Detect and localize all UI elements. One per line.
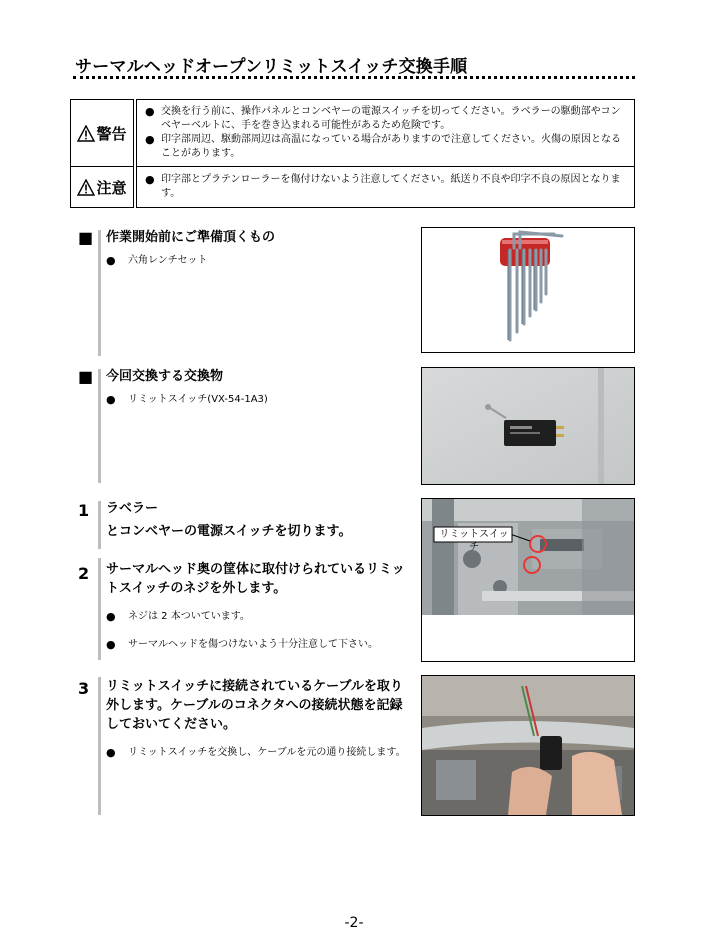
step-number: 1 bbox=[78, 501, 90, 520]
section-heading: 作業開始前にご準備頂くもの bbox=[106, 230, 276, 245]
bullet-dot: ● bbox=[145, 133, 155, 146]
section-item-text: リミットスイッチ(VX-54-1A3) bbox=[128, 394, 268, 405]
section-bar bbox=[98, 369, 101, 483]
page-number: -2- bbox=[344, 915, 364, 931]
step-1 bbox=[78, 499, 408, 549]
section-item bbox=[106, 254, 411, 268]
section-item bbox=[106, 746, 411, 760]
step-2 bbox=[78, 558, 408, 660]
step-number: 2 bbox=[78, 564, 90, 583]
section-marker: ■ bbox=[78, 367, 94, 386]
caution-label-cell bbox=[71, 167, 136, 208]
caution-item-text: 印字部とプラテンローラーを傷付けないよう注意してください。紙送り不良や印字不良の原因となります。 bbox=[161, 174, 621, 199]
section-body bbox=[106, 367, 411, 407]
bullet-dot: ● bbox=[106, 610, 116, 623]
caution-content bbox=[135, 167, 635, 208]
warning-triangle-icon bbox=[77, 179, 95, 196]
warning-item bbox=[145, 133, 628, 161]
section-body bbox=[106, 228, 411, 268]
step-heading: サーマルヘッド奥の筐体に取付けられているリミットスイッチのネジを外します。 bbox=[106, 562, 405, 596]
bullet-dot: ● bbox=[106, 254, 116, 267]
section-bar bbox=[98, 230, 101, 356]
section-item bbox=[106, 610, 411, 624]
section-body bbox=[106, 560, 411, 652]
caution-row bbox=[71, 167, 635, 208]
section-body bbox=[106, 499, 411, 541]
warning-item-text: 交換を行う前に、操作パネルとコンベヤーの電源スイッチを切ってください。ラベラーの駆動部やコンベヤーベルトに、手を巻き込まれる可能性があるため危険です。 bbox=[161, 106, 621, 131]
caution-label: 注意 bbox=[96, 178, 127, 197]
warning-row bbox=[71, 100, 635, 167]
machine-photo bbox=[421, 498, 635, 662]
machine-photo-label: リミットスイッチ bbox=[439, 529, 509, 553]
section-bar bbox=[98, 501, 101, 549]
bullet-dot: ● bbox=[106, 746, 116, 759]
bullet-dot: ● bbox=[145, 105, 155, 118]
page-title: サーマルヘッドオープンリミットスイッチ交換手順 bbox=[75, 57, 468, 77]
section-bar bbox=[98, 677, 101, 815]
section-item-text: ネジは 2 本ついています。 bbox=[128, 611, 250, 622]
step-number: 3 bbox=[78, 679, 90, 698]
step-heading: リミットスイッチに接続されているケーブルを取り外します。ケーブルのコネクタへの接続状態を記録しておいてください。 bbox=[106, 679, 403, 732]
section-item-text: 六角レンチセット bbox=[128, 255, 208, 266]
section-item bbox=[106, 393, 411, 407]
warning-table bbox=[70, 99, 635, 208]
warning-label-cell bbox=[71, 100, 136, 167]
hex-wrench-set-photo bbox=[421, 227, 635, 353]
warning-item-text: 印字部周辺、駆動部周辺は高温になっている場合がありますので注意してください。火傷の原因となることがあります。 bbox=[161, 134, 621, 159]
limit-switch-photo bbox=[421, 367, 635, 485]
step-3 bbox=[78, 677, 408, 815]
section-marker: ■ bbox=[78, 228, 94, 247]
step-heading-line: ラベラー bbox=[106, 501, 159, 516]
section-bar bbox=[98, 558, 101, 660]
section-heading: 今回交換する交換物 bbox=[106, 369, 224, 384]
section-item bbox=[106, 638, 411, 652]
warning-triangle-icon bbox=[77, 125, 95, 142]
cable-removal-photo bbox=[421, 675, 635, 816]
bullet-dot: ● bbox=[106, 393, 116, 406]
section-item-text: リミットスイッチを交換し、ケーブルを元の通り接続します。 bbox=[128, 747, 406, 758]
warning-label: 警告 bbox=[96, 124, 127, 143]
warning-content bbox=[135, 100, 635, 167]
section-replacement-part bbox=[78, 367, 408, 483]
warning-item bbox=[145, 105, 628, 133]
section-body bbox=[106, 677, 411, 760]
section-item-text: サーマルヘッドを傷つけないよう十分注意して下さい。 bbox=[128, 639, 378, 650]
step-heading-line: とコンベヤーの電源スイッチを切ります。 bbox=[106, 524, 352, 539]
title-dotted-rule bbox=[73, 76, 635, 79]
bullet-dot: ● bbox=[106, 638, 116, 651]
section-preparation bbox=[78, 228, 408, 356]
bullet-dot: ● bbox=[145, 173, 155, 186]
caution-item bbox=[145, 173, 628, 201]
